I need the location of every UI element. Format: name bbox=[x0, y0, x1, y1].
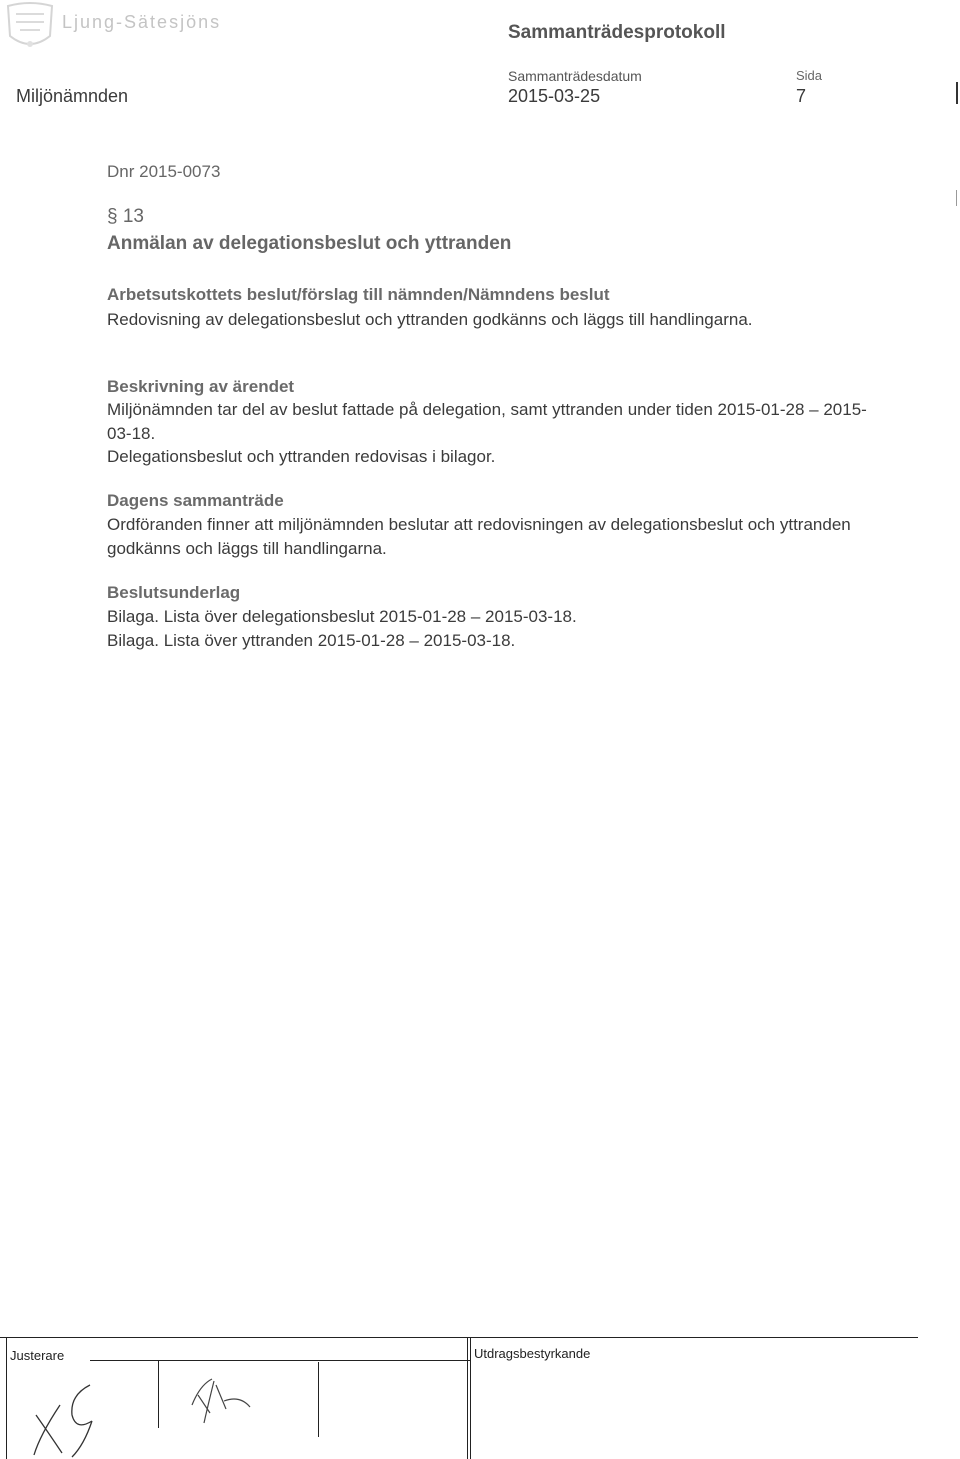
handwritten-signatures bbox=[0, 1365, 360, 1459]
page-number: 7 bbox=[796, 86, 807, 106]
case-number: Dnr 2015-0073 bbox=[107, 162, 221, 181]
meeting-date-label: Sammanträdesdatum bbox=[508, 68, 642, 84]
scan-edge-mark bbox=[956, 190, 957, 206]
section-text-documents bbox=[107, 605, 867, 652]
footer-adjusters-label: Justerare bbox=[10, 1348, 65, 1363]
footer-divider bbox=[467, 1337, 468, 1459]
organization-name: Miljönämnden bbox=[16, 86, 129, 106]
footer-divider bbox=[0, 1337, 918, 1338]
page-label: Sida bbox=[796, 68, 823, 83]
paragraph-number: § 13 bbox=[107, 206, 144, 227]
section-heading-description: Beskrivning av ärendet bbox=[107, 377, 295, 396]
section-text-decision: Redovisning av delegationsbeslut och yttranden godkänns och läggs till handlingarna. bbox=[107, 310, 753, 329]
document-type: Sammanträdesprotokoll bbox=[508, 22, 726, 43]
description-line: Delegationsbeslut och yttranden redovisas i bilagor. bbox=[107, 447, 496, 466]
section-text-description bbox=[107, 398, 867, 469]
footer-certification-label: Utdragsbestyrkande bbox=[474, 1346, 591, 1361]
attachment-item: Bilaga. Lista över yttranden 2015-01-28 – 2015-03-18. bbox=[107, 630, 516, 650]
footer-divider bbox=[90, 1360, 470, 1361]
municipal-logo-icon bbox=[0, 0, 60, 55]
scan-edge-mark bbox=[956, 82, 958, 104]
meeting-date: 2015-03-25 bbox=[508, 86, 601, 106]
attachment-item: Bilaga. Lista över delegationsbeslut 2015-01-28 – 2015-03-18. bbox=[107, 607, 577, 626]
section-heading-meeting: Dagens sammanträde bbox=[107, 491, 284, 510]
footer-divider bbox=[470, 1337, 471, 1459]
description-line: Miljönämnden tar del av beslut fattade på delegation, samt yttranden under tiden 2015-01-28 – 2015-03-18. bbox=[107, 400, 867, 443]
paragraph-title: Anmälan av delegationsbeslut och yttranden bbox=[107, 233, 512, 254]
section-heading-decision: Arbetsutskottets beslut/förslag till nämnden/Nämndens beslut bbox=[107, 285, 610, 304]
section-heading-documents: Beslutsunderlag bbox=[107, 583, 241, 602]
section-text-meeting: Ordföranden finner att miljönämnden beslutar att redovisningen av delegationsbeslut och yttranden godkänns och läggs till handlingarna. bbox=[107, 515, 851, 558]
logo-text: Ljung-Sätesjöns bbox=[62, 12, 222, 32]
